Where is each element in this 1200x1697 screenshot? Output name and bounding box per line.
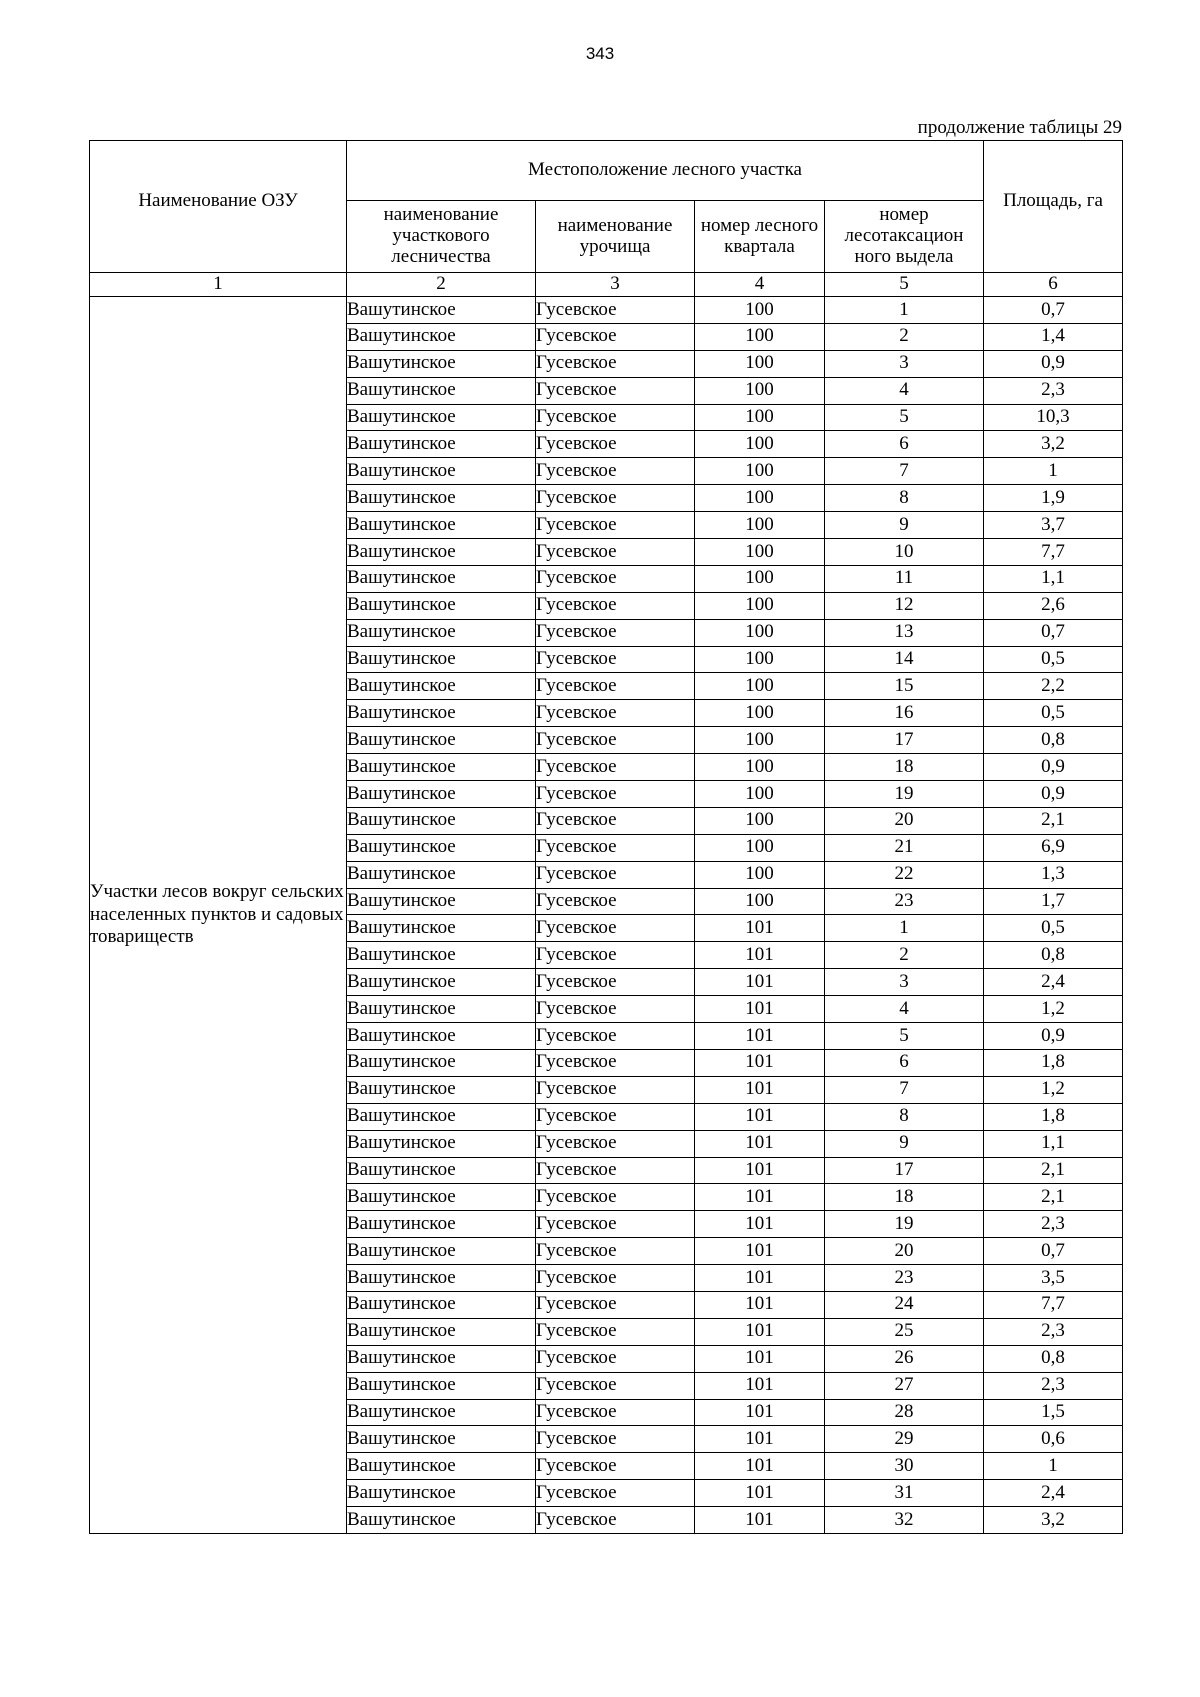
cell-area: 0,9 (984, 350, 1123, 377)
cell-tract: Гусевское (536, 996, 695, 1023)
cell-tract: Гусевское (536, 1130, 695, 1157)
cell-quarter: 100 (695, 888, 825, 915)
cell-tract: Гусевское (536, 1345, 695, 1372)
cell-tract: Гусевское (536, 861, 695, 888)
cell-forestry: Вашутинское (347, 323, 536, 350)
header-location: Местоположение лесного участка (347, 141, 984, 201)
cell-quarter: 101 (695, 942, 825, 969)
cell-quarter: 101 (695, 996, 825, 1023)
cell-plot: 1 (825, 915, 984, 942)
cell-area: 2,1 (984, 1157, 1123, 1184)
cell-quarter: 100 (695, 781, 825, 808)
cell-forestry: Вашутинское (347, 646, 536, 673)
cell-area: 0,6 (984, 1426, 1123, 1453)
cell-forestry: Вашутинское (347, 539, 536, 566)
cell-area: 2,6 (984, 592, 1123, 619)
cell-plot: 17 (825, 727, 984, 754)
cell-tract: Гусевское (536, 485, 695, 512)
cell-forestry: Вашутинское (347, 700, 536, 727)
cell-quarter: 101 (695, 969, 825, 996)
header-ozu-label: Наименование ОЗУ (138, 190, 298, 212)
cell-forestry: Вашутинское (347, 297, 536, 324)
cell-quarter: 100 (695, 404, 825, 431)
header-tract: наименование урочища (536, 201, 695, 273)
cell-quarter: 100 (695, 807, 825, 834)
cell-forestry: Вашутинское (347, 942, 536, 969)
cell-quarter: 100 (695, 539, 825, 566)
cell-plot: 9 (825, 1130, 984, 1157)
cell-tract: Гусевское (536, 915, 695, 942)
cell-plot: 2 (825, 323, 984, 350)
cell-area: 1,3 (984, 861, 1123, 888)
cell-area: 0,9 (984, 781, 1123, 808)
cell-forestry: Вашутинское (347, 619, 536, 646)
cell-plot: 11 (825, 565, 984, 592)
cell-quarter: 101 (695, 1453, 825, 1480)
cell-quarter: 101 (695, 915, 825, 942)
column-number-row (90, 273, 1123, 297)
cell-tract: Гусевское (536, 1426, 695, 1453)
cell-forestry: Вашутинское (347, 1265, 536, 1292)
cell-quarter: 100 (695, 323, 825, 350)
header-area (984, 141, 1123, 273)
header-ozu (90, 141, 347, 273)
cell-area: 1,1 (984, 565, 1123, 592)
cell-forestry: Вашутинское (347, 861, 536, 888)
cell-forestry: Вашутинское (347, 565, 536, 592)
cell-plot: 5 (825, 404, 984, 431)
cell-plot: 3 (825, 969, 984, 996)
cell-quarter: 100 (695, 592, 825, 619)
cell-plot: 9 (825, 512, 984, 539)
cell-forestry: Вашутинское (347, 754, 536, 781)
cell-forestry: Вашутинское (347, 969, 536, 996)
cell-plot: 4 (825, 996, 984, 1023)
cell-plot: 25 (825, 1318, 984, 1345)
cell-tract: Гусевское (536, 512, 695, 539)
cell-forestry: Вашутинское (347, 781, 536, 808)
cell-forestry: Вашутинское (347, 1211, 536, 1238)
cell-tract: Гусевское (536, 1184, 695, 1211)
cell-quarter: 101 (695, 1372, 825, 1399)
cell-area: 1,1 (984, 1130, 1123, 1157)
cell-quarter: 100 (695, 673, 825, 700)
cell-area: 2,3 (984, 1211, 1123, 1238)
cell-area: 2,4 (984, 1480, 1123, 1507)
cell-area: 7,7 (984, 1291, 1123, 1318)
cell-quarter: 100 (695, 297, 825, 324)
cell-forestry: Вашутинское (347, 915, 536, 942)
cell-plot: 6 (825, 431, 984, 458)
cell-tract: Гусевское (536, 1372, 695, 1399)
cell-quarter: 100 (695, 727, 825, 754)
cell-forestry: Вашутинское (347, 834, 536, 861)
cell-quarter: 100 (695, 485, 825, 512)
cell-forestry: Вашутинское (347, 350, 536, 377)
cell-area: 10,3 (984, 404, 1123, 431)
cell-forestry: Вашутинское (347, 727, 536, 754)
cell-tract: Гусевское (536, 1453, 695, 1480)
cell-area: 2,4 (984, 969, 1123, 996)
column-number: 6 (984, 273, 1123, 297)
header-plot: номер лесотаксацион ного выдела (825, 201, 984, 273)
cell-forestry: Вашутинское (347, 404, 536, 431)
data-table (89, 140, 1123, 1534)
cell-forestry: Вашутинское (347, 512, 536, 539)
cell-plot: 18 (825, 1184, 984, 1211)
cell-tract: Гусевское (536, 807, 695, 834)
cell-plot: 26 (825, 1345, 984, 1372)
cell-tract: Гусевское (536, 942, 695, 969)
cell-area: 0,8 (984, 942, 1123, 969)
column-number: 4 (695, 273, 825, 297)
cell-forestry: Вашутинское (347, 1103, 536, 1130)
cell-tract: Гусевское (536, 539, 695, 566)
cell-plot: 21 (825, 834, 984, 861)
cell-area: 1,2 (984, 1076, 1123, 1103)
cell-tract: Гусевское (536, 781, 695, 808)
cell-area: 0,7 (984, 297, 1123, 324)
cell-area: 0,5 (984, 700, 1123, 727)
cell-tract: Гусевское (536, 1211, 695, 1238)
cell-tract: Гусевское (536, 377, 695, 404)
cell-quarter: 101 (695, 1480, 825, 1507)
cell-area: 0,5 (984, 915, 1123, 942)
cell-forestry: Вашутинское (347, 485, 536, 512)
cell-area: 0,5 (984, 646, 1123, 673)
cell-quarter: 100 (695, 565, 825, 592)
cell-quarter: 100 (695, 431, 825, 458)
cell-tract: Гусевское (536, 834, 695, 861)
table-continuation-label: продолжение таблицы 29 (917, 117, 1122, 138)
cell-area: 1,8 (984, 1049, 1123, 1076)
cell-quarter: 100 (695, 377, 825, 404)
cell-quarter: 100 (695, 350, 825, 377)
cell-quarter: 101 (695, 1049, 825, 1076)
cell-area: 2,1 (984, 1184, 1123, 1211)
cell-forestry: Вашутинское (347, 1023, 536, 1050)
cell-tract: Гусевское (536, 1157, 695, 1184)
cell-area: 7,7 (984, 539, 1123, 566)
cell-forestry: Вашутинское (347, 1318, 536, 1345)
cell-forestry: Вашутинское (347, 1453, 536, 1480)
cell-plot: 12 (825, 592, 984, 619)
cell-quarter: 101 (695, 1426, 825, 1453)
cell-plot: 32 (825, 1507, 984, 1534)
cell-area: 3,2 (984, 1507, 1123, 1534)
cell-quarter: 100 (695, 834, 825, 861)
column-number: 2 (347, 273, 536, 297)
cell-quarter: 101 (695, 1265, 825, 1292)
cell-area: 1,9 (984, 485, 1123, 512)
cell-tract: Гусевское (536, 646, 695, 673)
cell-tract: Гусевское (536, 1265, 695, 1292)
cell-tract: Гусевское (536, 754, 695, 781)
cell-quarter: 101 (695, 1130, 825, 1157)
cell-area: 2,3 (984, 1318, 1123, 1345)
cell-quarter: 100 (695, 700, 825, 727)
cell-tract: Гусевское (536, 1318, 695, 1345)
cell-area: 3,2 (984, 431, 1123, 458)
column-number: 1 (90, 273, 347, 297)
cell-tract: Гусевское (536, 1049, 695, 1076)
cell-plot: 23 (825, 1265, 984, 1292)
cell-forestry: Вашутинское (347, 1345, 536, 1372)
cell-area: 6,9 (984, 834, 1123, 861)
cell-forestry: Вашутинское (347, 1291, 536, 1318)
cell-forestry: Вашутинское (347, 1130, 536, 1157)
cell-quarter: 101 (695, 1345, 825, 1372)
cell-forestry: Вашутинское (347, 1372, 536, 1399)
cell-area: 0,7 (984, 619, 1123, 646)
cell-forestry: Вашутинское (347, 888, 536, 915)
cell-plot: 16 (825, 700, 984, 727)
cell-tract: Гусевское (536, 727, 695, 754)
cell-forestry: Вашутинское (347, 1076, 536, 1103)
column-number: 3 (536, 273, 695, 297)
cell-forestry: Вашутинское (347, 996, 536, 1023)
cell-area: 1 (984, 1453, 1123, 1480)
cell-tract: Гусевское (536, 350, 695, 377)
cell-tract: Гусевское (536, 1076, 695, 1103)
cell-tract: Гусевское (536, 1480, 695, 1507)
cell-quarter: 100 (695, 512, 825, 539)
cell-plot: 17 (825, 1157, 984, 1184)
cell-plot: 24 (825, 1291, 984, 1318)
cell-forestry: Вашутинское (347, 592, 536, 619)
cell-quarter: 101 (695, 1076, 825, 1103)
cell-area: 2,2 (984, 673, 1123, 700)
cell-area: 2,3 (984, 1372, 1123, 1399)
cell-forestry: Вашутинское (347, 1480, 536, 1507)
cell-area: 3,7 (984, 512, 1123, 539)
cell-plot: 20 (825, 1238, 984, 1265)
cell-area: 1,2 (984, 996, 1123, 1023)
cell-plot: 14 (825, 646, 984, 673)
cell-tract: Гусевское (536, 565, 695, 592)
header-area-label: Площадь, га (1003, 190, 1103, 212)
header-forestry: наименование участкового лесничества (347, 201, 536, 273)
cell-tract: Гусевское (536, 431, 695, 458)
cell-forestry: Вашутинское (347, 1399, 536, 1426)
cell-area: 0,8 (984, 1345, 1123, 1372)
cell-plot: 13 (825, 619, 984, 646)
cell-plot: 3 (825, 350, 984, 377)
cell-plot: 10 (825, 539, 984, 566)
cell-quarter: 100 (695, 646, 825, 673)
cell-area: 2,3 (984, 377, 1123, 404)
cell-tract: Гусевское (536, 673, 695, 700)
cell-tract: Гусевское (536, 1023, 695, 1050)
cell-area: 3,5 (984, 1265, 1123, 1292)
cell-plot: 8 (825, 1103, 984, 1130)
cell-ozu-name (90, 297, 347, 1534)
cell-tract: Гусевское (536, 323, 695, 350)
cell-plot: 30 (825, 1453, 984, 1480)
cell-plot: 4 (825, 377, 984, 404)
cell-tract: Гусевское (536, 1291, 695, 1318)
cell-plot: 1 (825, 297, 984, 324)
cell-quarter: 100 (695, 458, 825, 485)
cell-forestry: Вашутинское (347, 1157, 536, 1184)
cell-plot: 7 (825, 458, 984, 485)
cell-quarter: 101 (695, 1103, 825, 1130)
cell-tract: Гусевское (536, 700, 695, 727)
cell-forestry: Вашутинское (347, 1049, 536, 1076)
cell-area: 0,9 (984, 754, 1123, 781)
cell-quarter: 101 (695, 1023, 825, 1050)
cell-area: 1,8 (984, 1103, 1123, 1130)
cell-plot: 31 (825, 1480, 984, 1507)
cell-forestry: Вашутинское (347, 807, 536, 834)
cell-tract: Гусевское (536, 458, 695, 485)
cell-forestry: Вашутинское (347, 1238, 536, 1265)
cell-tract: Гусевское (536, 1238, 695, 1265)
header-quarter: номер лесного квартала (695, 201, 825, 273)
cell-plot: 5 (825, 1023, 984, 1050)
cell-plot: 6 (825, 1049, 984, 1076)
cell-quarter: 101 (695, 1291, 825, 1318)
cell-plot: 22 (825, 861, 984, 888)
column-number: 5 (825, 273, 984, 297)
page-number: 343 (585, 44, 615, 63)
cell-area: 1,4 (984, 323, 1123, 350)
cell-area: 1,5 (984, 1399, 1123, 1426)
cell-plot: 2 (825, 942, 984, 969)
cell-forestry: Вашутинское (347, 458, 536, 485)
cell-plot: 28 (825, 1399, 984, 1426)
cell-tract: Гусевское (536, 297, 695, 324)
cell-tract: Гусевское (536, 592, 695, 619)
cell-tract: Гусевское (536, 888, 695, 915)
cell-tract: Гусевское (536, 1103, 695, 1130)
cell-plot: 20 (825, 807, 984, 834)
cell-plot: 7 (825, 1076, 984, 1103)
cell-area: 0,8 (984, 727, 1123, 754)
cell-forestry: Вашутинское (347, 1507, 536, 1534)
cell-plot: 23 (825, 888, 984, 915)
cell-quarter: 100 (695, 619, 825, 646)
cell-tract: Гусевское (536, 404, 695, 431)
cell-plot: 8 (825, 485, 984, 512)
cell-area: 2,1 (984, 807, 1123, 834)
cell-forestry: Вашутинское (347, 1184, 536, 1211)
cell-plot: 19 (825, 1211, 984, 1238)
cell-quarter: 100 (695, 861, 825, 888)
cell-quarter: 101 (695, 1507, 825, 1534)
cell-quarter: 101 (695, 1238, 825, 1265)
cell-area: 0,9 (984, 1023, 1123, 1050)
cell-area: 1,7 (984, 888, 1123, 915)
cell-forestry: Вашутинское (347, 673, 536, 700)
cell-tract: Гусевское (536, 619, 695, 646)
table-row (90, 297, 1123, 324)
cell-forestry: Вашутинское (347, 431, 536, 458)
cell-quarter: 101 (695, 1211, 825, 1238)
table-body (90, 297, 1123, 1534)
cell-area: 1 (984, 458, 1123, 485)
cell-plot: 27 (825, 1372, 984, 1399)
cell-tract: Гусевское (536, 969, 695, 996)
cell-plot: 29 (825, 1426, 984, 1453)
cell-quarter: 101 (695, 1318, 825, 1345)
cell-quarter: 101 (695, 1399, 825, 1426)
cell-tract: Гусевское (536, 1507, 695, 1534)
cell-quarter: 101 (695, 1157, 825, 1184)
cell-area: 0,7 (984, 1238, 1123, 1265)
cell-quarter: 100 (695, 754, 825, 781)
cell-plot: 15 (825, 673, 984, 700)
cell-forestry: Вашутинское (347, 377, 536, 404)
cell-plot: 19 (825, 781, 984, 808)
cell-forestry: Вашутинское (347, 1426, 536, 1453)
ozu-name-text: Участки лесов вокруг сельских населенных пунктов и садовых товариществ (90, 880, 344, 948)
cell-tract: Гусевское (536, 1399, 695, 1426)
table-header (90, 141, 1123, 297)
cell-plot: 18 (825, 754, 984, 781)
cell-quarter: 101 (695, 1184, 825, 1211)
